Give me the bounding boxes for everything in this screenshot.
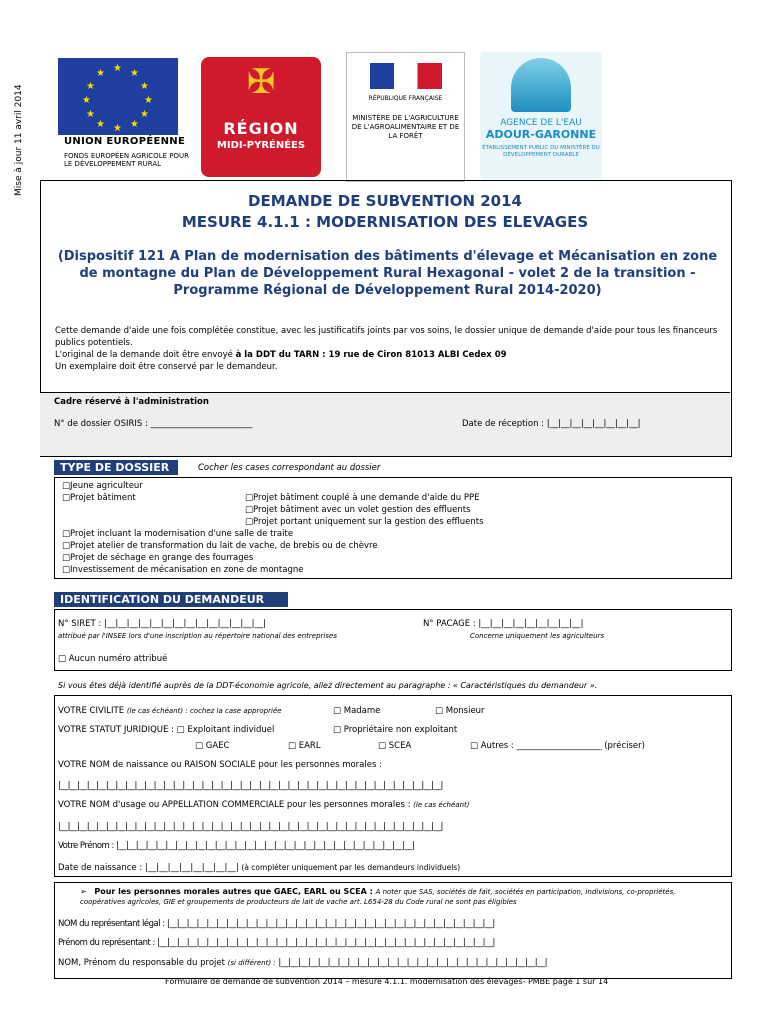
checkbox-gestion-effluents[interactable]: □Projet portant uniquement sur la gestion des effluents (245, 517, 484, 527)
statut-juridique[interactable]: VOTRE STATUT JURIDIQUE : □ Exploitant individuel (58, 725, 275, 735)
responsable-field[interactable]: |__|__|__|__|__|__|__|__|__|__|__|__|__|__|__|__|__|__|__|__|__|__|__|__|__|__|__| (278, 958, 548, 968)
morales-lead: Pour les personnes morales autres que GAEC, EARL ou SCEA : (94, 887, 376, 896)
nom-usage-label: VOTRE NOM d'usage ou APPELLATION COMMERCIALE pour les personnes morales : (58, 800, 411, 810)
checkbox-earl[interactable]: □ EARL (288, 741, 321, 751)
civilite-label: VOTRE CIVILITE (58, 706, 125, 716)
checkbox-jeune-agriculteur[interactable]: □Jeune agriculteur (62, 481, 143, 491)
eu-flag-logo: ★ ★ ★ ★ ★ ★ ★ ★ ★ ★ ★ ★ (58, 58, 178, 135)
type-dossier-hint: Cocher les cases correspondant au dossier (198, 463, 381, 473)
republique-label: RÉPUBLIQUE FRANÇAISE (368, 95, 443, 102)
checkbox-ppe[interactable]: □Projet bâtiment couplé à une demande d'aide du PPE (245, 493, 480, 503)
responsable-note: (si différent) : (227, 959, 276, 967)
checkbox-volet-effluents[interactable]: □Projet bâtiment avec un volet gestion des effluents (245, 505, 471, 515)
ministry-label: MINISTÈRE DE L'AGRICULTURE DE L'AGROALIMENTAIRE ET DE LA FORÊT (351, 114, 460, 140)
deja-identifie-note: Si vous êtes déjà identifié auprès de la DDT-économie agricole, allez directement au paragraphe : « Caractéristiques du demandeur ». (58, 681, 598, 690)
checkbox-madame[interactable]: □ Madame (333, 706, 381, 716)
page-footer: Formulaire de demande de subvention 2014 – mesure 4.1.1. modernisation des élevages- PMBE page 1 sur 14 (165, 977, 609, 986)
prenom-field[interactable]: Votre Prénom : |__|__|__|__|__|__|__|__|__|__|__|__|__|__|__|__|__|__|__|__|__|__|__|__|__|__|__|__|__|__| (58, 841, 415, 851)
checkbox-projet-batiment[interactable]: □Projet bâtiment (62, 493, 136, 503)
naissance-note: (à compléter uniquement par les demandeurs individuels) (241, 863, 461, 872)
region-name: RÉGION (223, 119, 299, 138)
nom-naissance-label: VOTRE NOM de naissance ou RAISON SOCIALE pour les personnes morales : (58, 760, 382, 770)
checkbox-atelier-transformation[interactable]: □Projet atelier de transformation du lait de vache, de brebis ou de chèvre (62, 541, 378, 551)
agence-label: AGENCE DE L'EAU (500, 118, 582, 128)
checkbox-autres[interactable]: □ Autres : ____________________ (préciser) (470, 741, 645, 751)
checkbox-aucun-numero[interactable]: □ Aucun numéro attribué (58, 654, 168, 664)
nom-usage-row (58, 799, 470, 811)
nom-usage-field[interactable]: |__|__|__|__|__|__|__|__|__|__|__|__|__|__|__|__|__|__|__|__|__|__|__|__|__|__|__|__|__|__|__|__|__|__|__|__|__|__|__|__| (58, 822, 443, 832)
osiris-field[interactable]: N° de dossier OSIRIS : ________________________ (54, 419, 253, 429)
identification-heading: IDENTIFICATION DU DEMANDEUR (54, 592, 288, 607)
eu-title: UNION EUROPÉENNE (64, 136, 186, 147)
region-logo (201, 57, 321, 177)
checkbox-salle-traite[interactable]: □Projet incluant la modernisation d'une salle de traite (62, 529, 294, 539)
occitan-cross-icon: ✠ (246, 62, 276, 102)
responsable-row (58, 957, 547, 969)
form-title: DEMANDE DE SUBVENTION 2014 (248, 192, 522, 210)
pacage-note: Concerne uniquement les agriculteurs (470, 632, 605, 640)
eu-subtitle: FONDS EUROPÉEN AGRICOLE POUR LE DÉVELOPPEMENT RURAL (64, 152, 189, 168)
prenom-representant-field[interactable]: Prénom du représentant : |__|__|__|__|__|__|__|__|__|__|__|__|__|__|__|__|__|__|__|__|__|__|__|__|__|__|__|__|__|__|__|__|__|__| (58, 938, 495, 948)
checkbox-monsieur[interactable]: □ Monsieur (435, 706, 485, 716)
type-col1 (62, 480, 143, 504)
agence-sub: ÉTABLISSEMENT PUBLIC DU MINISTÈRE DU DÉVELOPPEMENT DURABLE (482, 145, 600, 158)
marianne-flag-icon (370, 63, 442, 89)
ministry-logo (346, 52, 465, 182)
date-naissance-field[interactable]: Date de naissance : |__|__|__|__|__|__|__|__| (58, 863, 239, 873)
siret-note: attribué par l'INSEE lors d'une inscription au répertoire national des entreprises (58, 632, 337, 640)
type-dossier-heading: TYPE DE DOSSIER (54, 460, 178, 475)
pacage-field[interactable]: N° PACAGE : |__|__|__|__|__|__|__|__|__| (423, 619, 584, 629)
civilite-note: (le cas échéant) : cochez la case appropriée (126, 707, 282, 715)
update-date: Mise à jour 11 avril 2014 (14, 84, 24, 196)
water-drop-icon (511, 58, 571, 112)
intro-line-2: L'original de la demande doit être envoyé à la DDT du TARN : 19 rue de Ciron 81013 ALBI Cedex 09 (55, 350, 507, 360)
arrow-bullet-icon: ➢ (80, 887, 87, 896)
morales-note: A noter que SAS, sociétés de fait, sociétés en participation, indivisions, co-propriétés, coopératives agricoles, GIE et groupements de producteurs de lait de vache art. L654-28 du Code rural ne sont pas éligibles (80, 888, 676, 906)
representant-legal-field[interactable]: NOM du représentant légal : |__|__|__|__|__|__|__|__|__|__|__|__|__|__|__|__|__|__|__|__|__|__|__|__|__|__|__|__|__|__|__|__|__| (58, 919, 495, 929)
type-rest (62, 528, 378, 576)
civilite-row (58, 705, 282, 717)
checkbox-mecanisation[interactable]: □Investissement de mécanisation en zone de montagne (62, 565, 304, 575)
checkbox-proprietaire[interactable]: □ Propriétaire non exploitant (333, 725, 458, 735)
nom-naissance-field[interactable]: |__|__|__|__|__|__|__|__|__|__|__|__|__|__|__|__|__|__|__|__|__|__|__|__|__|__|__|__|__|__|__|__|__|__|__|__|__|__|__|__| (58, 781, 443, 791)
responsable-label: NOM, Prénom du responsable du projet (58, 958, 225, 968)
agence-eau-logo (480, 52, 602, 179)
intro-line-1: Cette demande d'aide une fois complétée constitue, avec les justificatifs joints par vos soins, le dossier unique de demande d'aide pour tous les financeurs publics potentiels. (55, 326, 718, 348)
type-col2 (245, 492, 484, 528)
intro-line-3: Un exemplaire doit être conservé par le demandeur. (55, 362, 278, 372)
naissance-row (58, 862, 460, 874)
nom-usage-note: (le cas échéant) (413, 801, 470, 809)
intro-text (55, 325, 720, 373)
agence-name: ADOUR-GARONNE (485, 128, 597, 141)
reception-date-field[interactable]: Date de réception : |__|__|__|__|__|__|__|__| (462, 419, 641, 429)
admin-title: Cadre réservé à l'administration (54, 397, 209, 407)
form-measure: MESURE 4.1.1 : MODERNISATION DES ELEVAGES (181, 213, 589, 231)
checkbox-gaec[interactable]: □ GAEC (195, 741, 230, 751)
dispositif-text: (Dispositif 121 A Plan de modernisation des bâtiments d'élevage et Mécanisation en zone de montagne du Plan de Développement Rural Hexagonal - volet 2 de la transition - Programme Régional de Développement Rural 2014-2020) (57, 249, 718, 298)
checkbox-sechage[interactable]: □Projet de séchage en grange des fourrages (62, 553, 254, 563)
region-subname: MIDI-PYRÉNÉES (216, 140, 306, 151)
siret-field[interactable]: N° SIRET : |__|__|__|__|__|__|__|__|__|__|__|__|__|__| (58, 619, 266, 629)
morales-intro (80, 887, 720, 907)
checkbox-scea[interactable]: □ SCEA (378, 741, 412, 751)
